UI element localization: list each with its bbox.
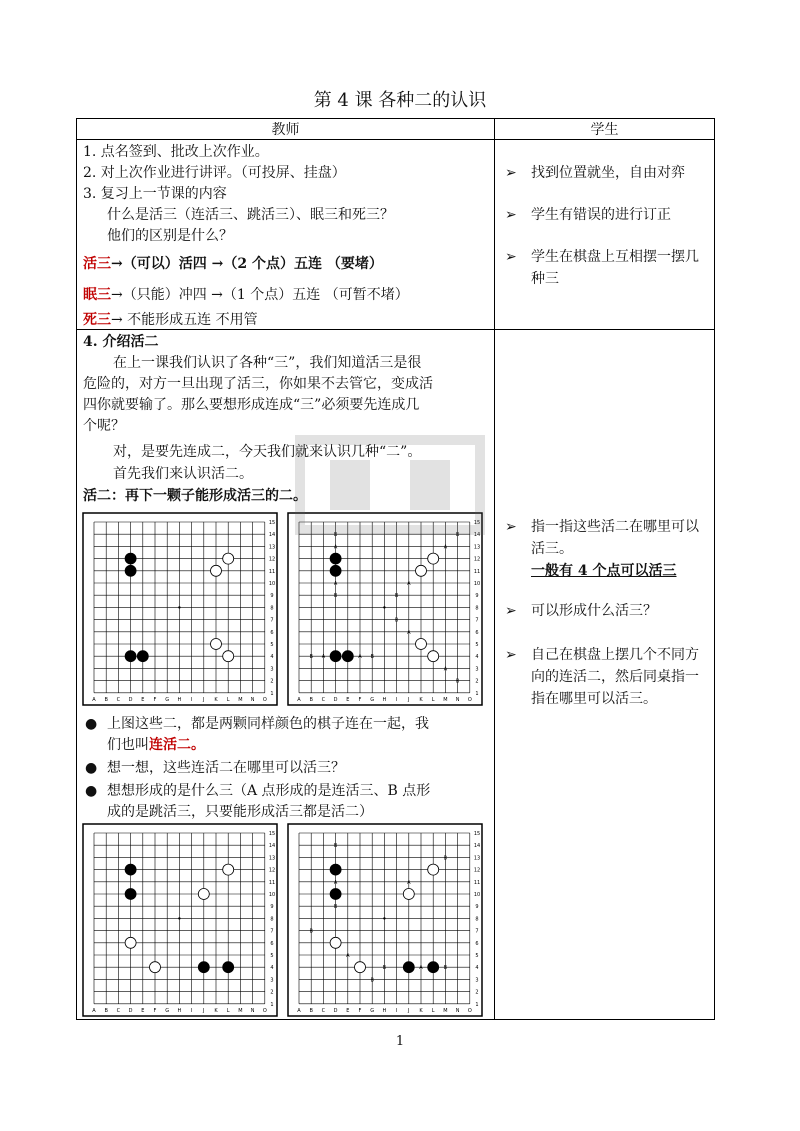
row-label: 12 [473, 556, 481, 563]
column-label: G [165, 1008, 170, 1014]
column-label: A [297, 697, 301, 703]
column-label: K [419, 1008, 423, 1014]
point-mark: A [358, 654, 362, 661]
row-label: 4 [270, 965, 274, 972]
column-label: D [128, 1008, 133, 1014]
white-stone [355, 962, 366, 973]
row-label: 6 [270, 940, 274, 947]
sleep-three-row [83, 285, 409, 305]
black-stone [125, 565, 136, 576]
column-label: D [128, 697, 133, 703]
column-label: M [443, 697, 448, 703]
go-board-diagram-3 [82, 823, 278, 1017]
row-label: 2 [270, 989, 274, 996]
point-mark: A [443, 544, 448, 551]
white-stone [428, 553, 439, 564]
bullet-icon: ● [85, 716, 98, 732]
column-label: C [116, 1008, 121, 1014]
row-label: 8 [270, 916, 274, 923]
row-label: 8 [270, 605, 274, 612]
student-cell-live-two [495, 330, 715, 1020]
row-label: 12 [268, 867, 276, 874]
point-mark: B [309, 654, 313, 661]
star-point [178, 917, 180, 919]
row-label: 6 [475, 940, 479, 947]
black-stone [125, 553, 136, 564]
review-item: 2. 对上次作业进行讲评。（可投屏、挂盘） [83, 165, 346, 181]
column-label: K [419, 697, 423, 703]
point-mark: B [382, 965, 387, 972]
column-label: O [262, 1008, 267, 1014]
row-label: 3 [475, 666, 479, 673]
bullet-item: ● 上图这些二，都是两颗同样颜色的棋子连在一起，我 们也叫连活二。 [85, 716, 429, 753]
column-label: G [370, 697, 375, 703]
point-mark: A [407, 629, 411, 636]
row-label: 5 [475, 953, 479, 959]
point-mark: B [455, 532, 460, 539]
bullet-item: ● 想一想，这些连活二在哪里可以活三？ [85, 758, 485, 779]
row-label: 13 [473, 855, 481, 862]
column-label: L [226, 1008, 230, 1014]
column-label: I [190, 697, 193, 703]
white-stone [223, 553, 234, 564]
column-label: B [104, 697, 108, 703]
row-label: 眠三 [83, 287, 111, 303]
column-label: O [467, 1008, 472, 1014]
column-label: I [190, 1008, 193, 1014]
column-label: M [443, 1008, 448, 1014]
row-label: 8 [475, 916, 479, 923]
column-label: H [382, 697, 387, 703]
column-label: A [92, 697, 96, 703]
column-label: B [104, 1008, 108, 1014]
page-number: 1 [395, 1034, 405, 1049]
column-label: K [214, 697, 218, 703]
student-item: ➢ 找到位置就坐，自由对弈 [505, 162, 705, 184]
column-label: B [309, 1008, 313, 1014]
row-label: 3 [475, 977, 479, 984]
column-label: O [262, 697, 267, 703]
column-label: F [358, 1008, 362, 1014]
row-label: 14 [268, 532, 276, 539]
row-label: 10 [473, 892, 481, 898]
row-text: →（只能）冲四 →（1 个点）五连 （可暂不堵） [111, 287, 409, 303]
column-label: C [321, 697, 326, 703]
student-item: ➢ 指一指这些活二在哪里可以活三。 一般有 4 个点可以活三 [505, 516, 705, 582]
column-label: L [431, 697, 435, 703]
row-label: 11 [473, 568, 481, 575]
column-label: G [165, 697, 170, 703]
white-stone [198, 889, 209, 900]
row-label: 15 [268, 520, 276, 526]
row-label: 7 [475, 617, 479, 624]
column-label: C [116, 697, 121, 703]
point-mark: B [333, 904, 338, 911]
column-label: H [177, 697, 182, 703]
bullet-icon: ● [85, 760, 98, 776]
black-stone [223, 962, 234, 973]
column-label: A [297, 1008, 301, 1014]
column-label: F [358, 697, 362, 703]
column-label: J [203, 1008, 205, 1014]
point-mark: A [333, 879, 338, 886]
row-label: 7 [270, 617, 274, 624]
paragraph-line: 危险的，对方一旦出现了活三，你如果不去管它，变成活 [83, 376, 433, 392]
student-item: ➢ 学生在棋盘上互相摆一摆几种三 [505, 246, 705, 290]
row-label: 12 [473, 867, 481, 874]
dead-three-row [83, 310, 258, 330]
row-label: 5 [270, 642, 274, 648]
row-label: 5 [475, 642, 479, 648]
row-label: 13 [268, 855, 276, 862]
point-mark: B [309, 928, 313, 935]
black-stone [330, 864, 341, 875]
point-mark: A [346, 953, 350, 959]
row-label: 4 [475, 965, 479, 972]
paragraph-line: 对，是要先连成二，今天我们就来认识几种“二”。 [113, 444, 422, 460]
section-heading: 4. 介绍活二 [83, 334, 159, 350]
row-label: 14 [268, 843, 276, 850]
point-mark: B [394, 593, 399, 600]
column-label: N [455, 697, 460, 703]
review-item: 1. 点名签到、批改上次作业。 [83, 144, 269, 160]
row-label: 5 [270, 953, 274, 959]
row-label: 11 [268, 879, 276, 886]
column-label: O [467, 697, 472, 703]
row-text: →（可以）活四 →（2 个点）五连 （要堵） [111, 256, 383, 272]
white-stone [150, 962, 161, 973]
arrow-icon: ➢ [505, 207, 517, 223]
row-label: 10 [268, 581, 276, 587]
point-mark: B [394, 617, 399, 624]
row-label: 9 [475, 593, 479, 600]
student-cell-review [495, 140, 715, 330]
paragraph-line: 个呢？ [83, 418, 125, 434]
row-label: 3 [270, 977, 274, 984]
row-label: 15 [473, 831, 481, 837]
column-label: A [92, 1008, 96, 1014]
row-label: 4 [270, 654, 274, 661]
column-label: M [238, 1008, 243, 1014]
white-stone [125, 937, 136, 948]
board-frame [83, 513, 277, 705]
row-label: 1 [475, 690, 479, 697]
row-label: 10 [473, 581, 481, 587]
point-mark: B [333, 843, 338, 850]
review-question: 他们的区别是什么？ [107, 228, 233, 244]
row-label: 活三 [83, 256, 111, 272]
row-label: 4 [475, 654, 479, 661]
black-stone [137, 651, 148, 662]
black-stone [125, 864, 136, 875]
white-stone [211, 565, 222, 576]
column-label: N [455, 1008, 460, 1014]
row-label: 6 [475, 629, 479, 636]
column-label: D [333, 1008, 338, 1014]
column-label: N [250, 1008, 255, 1014]
column-label: C [321, 1008, 326, 1014]
row-label: 6 [270, 629, 274, 636]
go-board-diagram-2 [287, 512, 483, 706]
column-label: B [309, 697, 313, 703]
black-stone [342, 651, 353, 662]
white-stone [223, 651, 234, 662]
board-frame [288, 513, 482, 705]
black-stone [403, 962, 414, 973]
arrow-icon: ➢ [505, 647, 517, 663]
row-label: 13 [268, 544, 276, 551]
column-label: J [203, 697, 205, 703]
row-label: 8 [475, 605, 479, 612]
bullet-item: ● 想想形成的是什么三（A 点形成的是连活三、B 点形 成的是跳活三，只要能形成活三都是活二） [85, 783, 431, 820]
student-item: ➢ 自己在棋盘上摆几个不同方向的连活二，然后同桌指一指在哪里可以活三。 [505, 644, 705, 710]
row-label: 12 [268, 556, 276, 563]
column-label: D [333, 697, 338, 703]
point-mark: B [370, 977, 374, 984]
point-mark: A [333, 581, 338, 587]
column-label: J [408, 1008, 410, 1014]
row-label: 3 [270, 666, 274, 673]
arrow-icon: ➢ [505, 603, 517, 619]
black-stone [428, 962, 439, 973]
black-stone [125, 651, 136, 662]
column-label: H [382, 1008, 387, 1014]
white-stone [330, 937, 341, 948]
column-label: K [214, 1008, 218, 1014]
star-point [178, 606, 180, 608]
white-stone [416, 565, 427, 576]
row-label: 9 [270, 593, 274, 600]
lesson-title: 第 4 课 各种二的认识 [313, 90, 487, 111]
bullet-icon: ● [85, 783, 98, 799]
row-label: 2 [475, 678, 479, 685]
go-board-diagram-1 [82, 512, 278, 706]
row-label: 11 [473, 879, 481, 886]
row-label: 1 [270, 1001, 274, 1008]
row-label: 9 [475, 904, 479, 911]
column-label: F [153, 697, 157, 703]
teacher-cell-review [77, 140, 495, 330]
point-mark: B [443, 855, 448, 862]
row-label: 2 [475, 989, 479, 996]
review-item: 3. 复习上一节课的内容 [83, 186, 227, 202]
black-stone [330, 553, 341, 564]
white-stone [211, 639, 222, 650]
paragraph-line: 四你就要输了。那么要想形成连成“三”必须要先连成几 [83, 397, 420, 413]
point-mark: B [333, 532, 338, 539]
row-label: 15 [473, 520, 481, 526]
black-stone [125, 889, 136, 900]
column-label: L [226, 697, 230, 703]
star-point [383, 917, 385, 919]
definition: 活二：再下一颗子能形成活三的二。 [83, 488, 307, 504]
point-mark: A [321, 654, 326, 661]
go-board-diagram-4 [287, 823, 483, 1017]
white-stone [428, 651, 439, 662]
point-mark: B [455, 678, 460, 685]
black-stone [198, 962, 209, 973]
column-label: E [141, 697, 145, 703]
white-stone [428, 864, 439, 875]
row-label: 1 [270, 690, 274, 697]
row-label: 7 [270, 928, 274, 935]
column-label: F [153, 1008, 157, 1014]
point-mark: B [443, 965, 448, 972]
student-item: ➢ 学生有错误的进行订正 [505, 204, 705, 226]
black-stone [330, 565, 341, 576]
board-frame [83, 824, 277, 1016]
column-label: E [346, 1008, 350, 1014]
column-label: I [395, 697, 398, 703]
point-mark: A [443, 666, 448, 673]
board-frame [288, 824, 482, 1016]
paragraph-line: 首先我们来认识活二。 [113, 466, 253, 482]
column-label: M [238, 697, 243, 703]
column-label: G [370, 1008, 375, 1014]
teacher-header: 教师 [77, 119, 495, 140]
lesson-table [76, 118, 715, 1020]
student-item: ➢ 可以形成什么活三？ [505, 600, 705, 622]
arrow-icon: ➢ [505, 519, 517, 535]
column-label: J [408, 697, 410, 703]
row-text: → 不能形成五连 不用管 [111, 312, 258, 328]
row-label: 死三 [83, 312, 111, 328]
row-label: 2 [270, 678, 274, 685]
column-label: L [431, 1008, 435, 1014]
white-stone [416, 639, 427, 650]
white-stone [223, 864, 234, 875]
column-label: E [346, 697, 350, 703]
point-mark: A [407, 581, 411, 587]
live-three-row [83, 254, 383, 274]
row-label: 13 [473, 544, 481, 551]
white-stone [403, 889, 414, 900]
column-label: I [395, 1008, 398, 1014]
arrow-icon: ➢ [505, 249, 517, 265]
star-point [383, 606, 385, 608]
point-mark: B [333, 593, 338, 600]
row-label: 1 [475, 1001, 479, 1008]
black-stone [330, 889, 341, 900]
row-label: 7 [475, 928, 479, 935]
arrow-icon: ➢ [505, 165, 517, 181]
black-stone [330, 651, 341, 662]
row-label: 10 [268, 892, 276, 898]
row-label: 15 [268, 831, 276, 837]
row-label: 9 [270, 904, 274, 911]
column-label: H [177, 1008, 182, 1014]
column-label: E [141, 1008, 145, 1014]
point-mark: A [419, 965, 423, 972]
row-label: 14 [473, 532, 481, 539]
point-mark: A [407, 879, 411, 886]
point-mark: A [333, 544, 338, 551]
review-question: 什么是活三（连活三、跳活三）、眠三和死三？ [107, 207, 394, 223]
point-mark: B [370, 654, 374, 661]
teacher-cell-live-two [77, 330, 495, 1020]
row-label: 11 [268, 568, 276, 575]
paragraph-line: 在上一课我们认识了各种“三”，我们知道活三是很 [113, 355, 422, 371]
row-label: 14 [473, 843, 481, 850]
column-label: N [250, 697, 255, 703]
student-header: 学生 [495, 119, 715, 140]
